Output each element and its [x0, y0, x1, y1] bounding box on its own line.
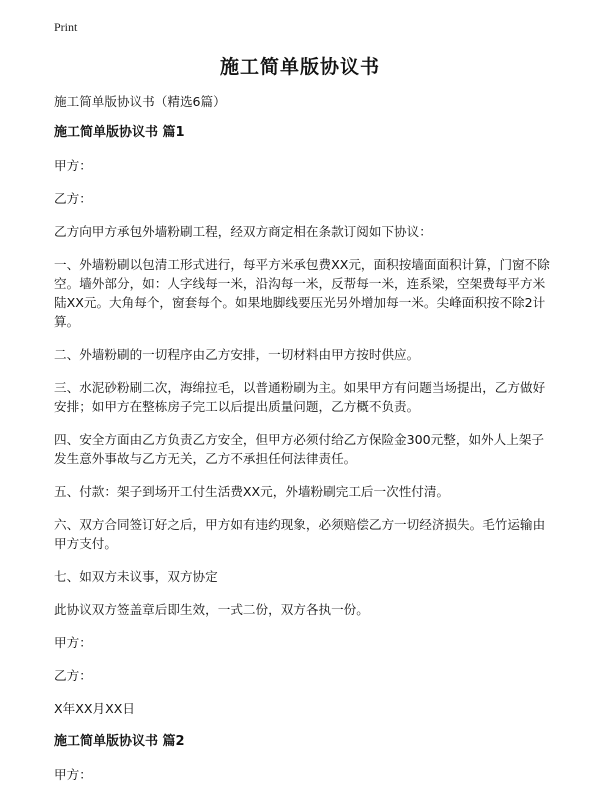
clause-7: 七、如双方未议事，双方协定 — [54, 569, 218, 584]
clause-5: 五、付款：架子到场开工付生活费XX元，外墙粉刷完工后一次性付清。 — [54, 484, 450, 499]
party-b-label: 乙方： — [54, 191, 92, 206]
signature-date: X年XX月XX日 — [54, 701, 135, 716]
clause-2: 二、外墙粉刷的一切程序由乙方安排，一切材料由甲方按时供应。 — [54, 347, 420, 362]
closing-statement: 此协议双方签盖章后即生效，一式二份，双方各执一份。 — [54, 602, 369, 617]
agreement-intro: 乙方向甲方承包外墙粉刷工程，经双方商定相在条款订阅如下协议： — [54, 224, 432, 239]
party-a-label: 甲方： — [54, 158, 92, 173]
print-label: Print — [54, 20, 78, 34]
clause-3: 三、水泥砂粉刷二次，海绵拉毛，以普通粉刷为主。如果甲方有问题当场提出，乙方做好安排；如甲方在整栋房子完工以后提出质量问题，乙方概不负责。 — [54, 380, 546, 414]
section-heading-2: 施工简单版协议书 篇2 — [54, 734, 185, 749]
document-subtitle: 施工简单版协议书（精选6篇） — [54, 94, 226, 109]
clause-6: 六、双方合同签订好之后，甲方如有违约现象，必须赔偿乙方一切经济损失。毛竹运输由甲方支付。 — [54, 517, 546, 551]
clause-1: 一、外墙粉刷以包清工形式进行，每平方米承包费XX元，面积按墙面面积计算，门窗不除空。墙外部分，如：人字线每一米，沿沟每一米，反帮每一米，连系梁，空架费每平方米陆XX元。大角每个，窗套每个。如果地脚线要压光另外增加每一米。尖峰面积按不除2计算。 — [54, 257, 550, 329]
document-body — [54, 92, 554, 798]
document-title: 施工简单版协议书 — [219, 56, 380, 78]
clause-4: 四、安全方面由乙方负责乙方安全，但甲方必须付给乙方保险金300元整，如外人上架子发生意外事故与乙方无关，乙方不承担任何法律责任。 — [54, 432, 545, 466]
section-heading-1: 施工简单版协议书 篇1 — [54, 125, 185, 140]
signature-party-b: 乙方： — [54, 668, 92, 683]
section2-party-a-label: 甲方： — [54, 767, 92, 782]
signature-party-a: 甲方： — [54, 635, 92, 650]
